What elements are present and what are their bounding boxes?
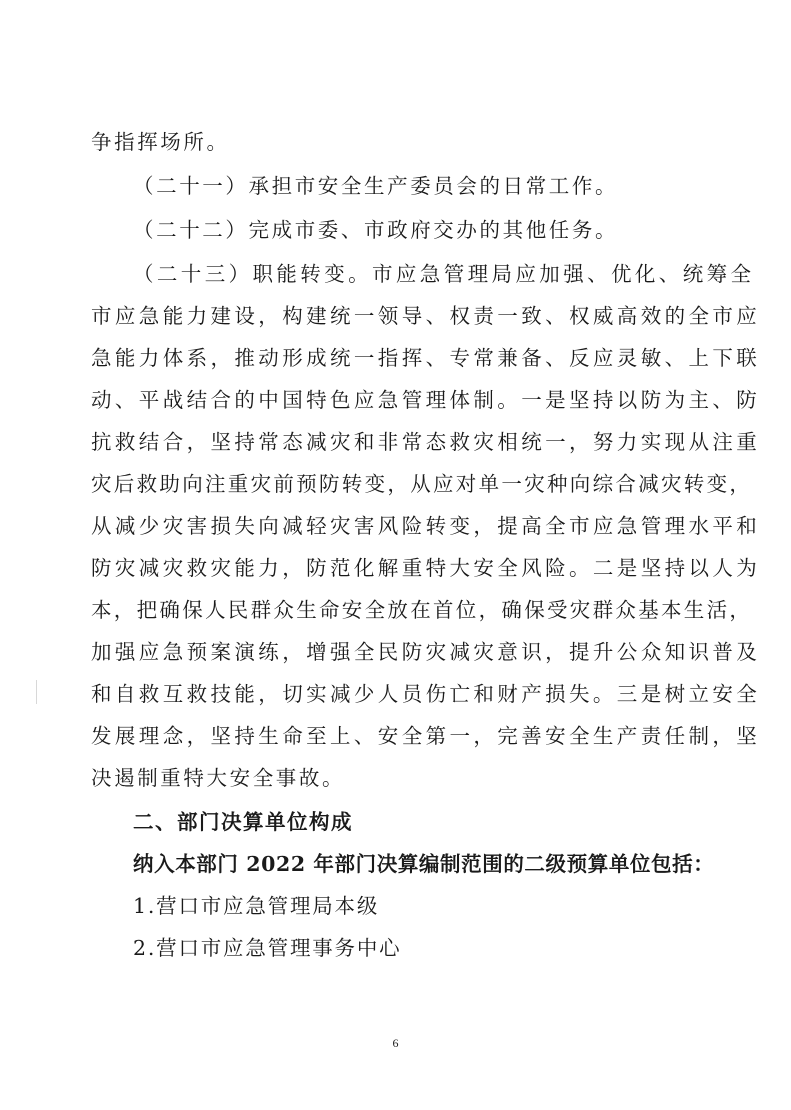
item-23-line: 防灾减灾救灾能力，防范化解重特大安全风险。二是坚持以人为	[91, 556, 761, 580]
item-23-line: 本，把确保人民群众生命安全放在首位，确保受灾群众基本生活，	[91, 598, 753, 622]
item-23-line: 决遏制重特大安全事故。	[91, 766, 346, 790]
item-23-line: （二十三）职能转变。市应急管理局应加强、优化、统筹全	[133, 262, 755, 286]
scan-artifact	[36, 680, 37, 704]
item-23-line: 动、平战结合的中国特色应急管理体制。一是坚持以防为主、防	[91, 388, 761, 412]
paragraph-tail: 争指挥场所。	[91, 130, 230, 154]
item-23-line: 加强应急预案演练，增强全民防灾减灾意识，提升公众知识普及	[91, 640, 761, 664]
item-23-line: 市应急能力建设，构建统一领导、权责一致、权威高效的全市应	[91, 304, 761, 328]
item-23-line: 发展理念，坚持生命至上、安全第一，完善安全生产责任制，坚	[91, 724, 761, 748]
item-22: （二十二）完成市委、市政府交办的其他任务。	[133, 218, 619, 242]
item-23-line: 急能力体系，推动形成统一指挥、专常兼备、反应灵敏、上下联	[91, 346, 761, 370]
item-23-line: 抗救结合，坚持常态减灾和非常态救灾相统一，努力实现从注重	[91, 430, 761, 454]
scope-sentence: 纳入本部门 2022 年部门决算编制范围的二级预算单位包括：	[133, 852, 715, 876]
page-number: 6	[392, 1036, 399, 1050]
section-heading: 二、部门决算单位构成	[133, 810, 353, 834]
unit-list-item: 1.营口市应急管理局本级	[133, 894, 380, 918]
item-23-line: 和自救互救技能，切实减少人员伤亡和财产损失。三是树立安全	[91, 682, 761, 706]
unit-list-item: 2.营口市应急管理事务中心	[133, 936, 402, 960]
item-23-line: 灾后救助向注重灾前预防转变，从应对单一灾种向综合减灾转变，	[91, 472, 753, 496]
item-23-line: 从减少灾害损失向减轻灾害风险转变，提高全市应急管理水平和	[91, 514, 761, 538]
item-21: （二十一）承担市安全生产委员会的日常工作。	[133, 174, 619, 198]
